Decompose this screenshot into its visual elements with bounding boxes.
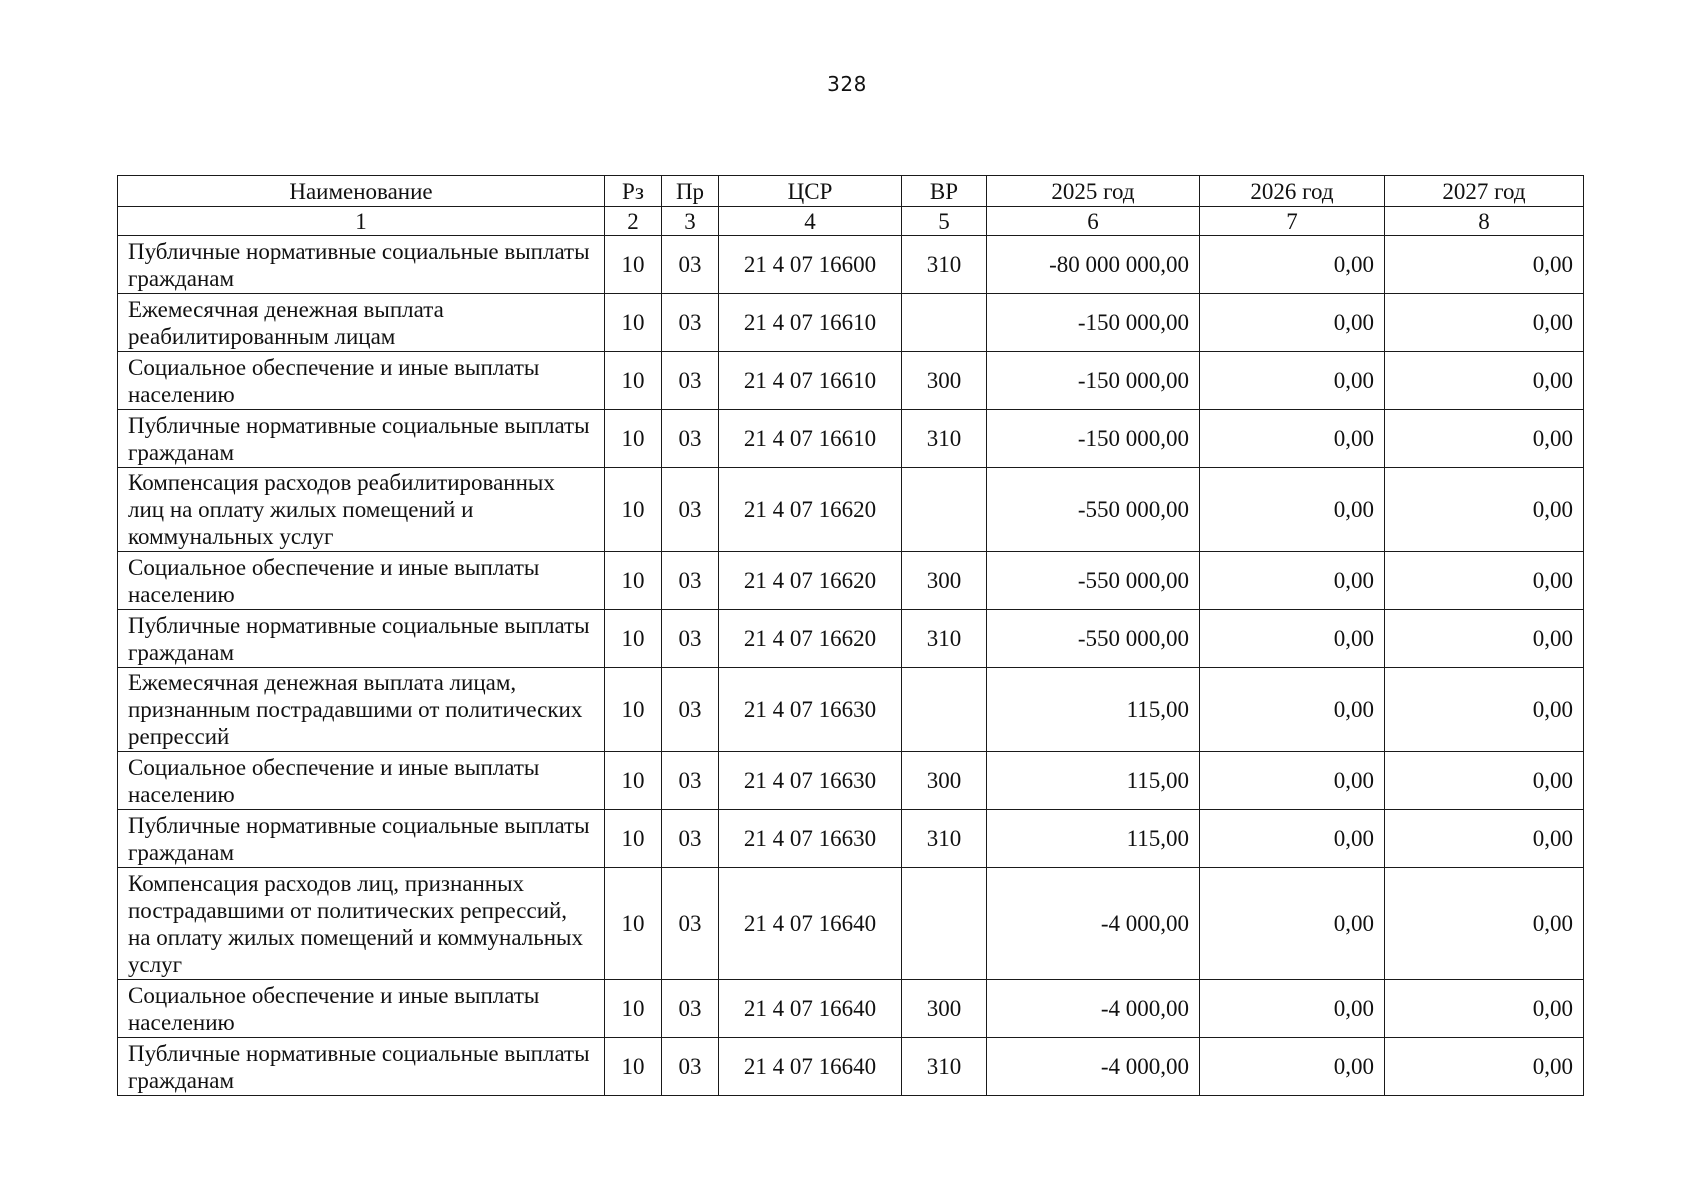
table-body (118, 236, 1584, 1096)
cell-csr: 21 4 07 16620 (719, 552, 902, 610)
cell-csr: 21 4 07 16600 (719, 236, 902, 294)
cell-2025: -550 000,00 (987, 610, 1200, 668)
cell-rz: 10 (605, 294, 662, 352)
cell-2025: 115,00 (987, 810, 1200, 868)
cell-pr: 03 (662, 752, 719, 810)
cell-2026: 0,00 (1200, 294, 1385, 352)
cell-csr: 21 4 07 16620 (719, 610, 902, 668)
cell-rz: 10 (605, 236, 662, 294)
cell-pr: 03 (662, 468, 719, 552)
cell-csr: 21 4 07 16630 (719, 668, 902, 752)
cell-vr: 310 (902, 610, 987, 668)
cell-rz: 10 (605, 668, 662, 752)
cell-pr: 03 (662, 668, 719, 752)
cell-2026: 0,00 (1200, 236, 1385, 294)
column-number: 8 (1385, 207, 1584, 236)
column-number: 5 (902, 207, 987, 236)
header-vr: ВР (902, 176, 987, 207)
cell-2027: 0,00 (1385, 668, 1584, 752)
cell-vr (902, 294, 987, 352)
cell-2027: 0,00 (1385, 980, 1584, 1038)
cell-csr: 21 4 07 16630 (719, 752, 902, 810)
cell-csr: 21 4 07 16610 (719, 352, 902, 410)
cell-vr: 300 (902, 752, 987, 810)
table-row (118, 868, 1584, 980)
cell-2025: -550 000,00 (987, 468, 1200, 552)
cell-name: Ежемесячная денежная выплата реабилитированным лицам (118, 294, 605, 352)
table-row (118, 668, 1584, 752)
page-number: 328 (827, 72, 867, 96)
cell-rz: 10 (605, 810, 662, 868)
cell-rz: 10 (605, 610, 662, 668)
table-row (118, 236, 1584, 294)
column-number: 6 (987, 207, 1200, 236)
cell-2027: 0,00 (1385, 868, 1584, 980)
cell-name: Социальное обеспечение и иные выплаты населению (118, 752, 605, 810)
cell-name: Публичные нормативные социальные выплаты гражданам (118, 810, 605, 868)
cell-2026: 0,00 (1200, 468, 1385, 552)
cell-pr: 03 (662, 552, 719, 610)
cell-2025: 115,00 (987, 668, 1200, 752)
cell-name: Компенсация расходов лиц, признанных пострадавшими от политических репрессий, на оплату жилых помещений и коммунальных услуг (118, 868, 605, 980)
cell-csr: 21 4 07 16640 (719, 1038, 902, 1096)
cell-csr: 21 4 07 16620 (719, 468, 902, 552)
cell-rz: 10 (605, 868, 662, 980)
cell-name: Публичные нормативные социальные выплаты гражданам (118, 236, 605, 294)
header-2027: 2027 год (1385, 176, 1584, 207)
cell-2025: -550 000,00 (987, 552, 1200, 610)
cell-2025: -4 000,00 (987, 980, 1200, 1038)
cell-rz: 10 (605, 752, 662, 810)
cell-pr: 03 (662, 410, 719, 468)
cell-vr (902, 668, 987, 752)
cell-name: Публичные нормативные социальные выплаты гражданам (118, 1038, 605, 1096)
header-csr: ЦСР (719, 176, 902, 207)
cell-vr: 310 (902, 236, 987, 294)
cell-vr: 310 (902, 410, 987, 468)
cell-2026: 0,00 (1200, 868, 1385, 980)
cell-2026: 0,00 (1200, 410, 1385, 468)
cell-name: Социальное обеспечение и иные выплаты населению (118, 352, 605, 410)
cell-vr (902, 868, 987, 980)
cell-2026: 0,00 (1200, 668, 1385, 752)
cell-2025: -80 000 000,00 (987, 236, 1200, 294)
table-row (118, 810, 1584, 868)
cell-csr: 21 4 07 16610 (719, 294, 902, 352)
column-number: 1 (118, 207, 605, 236)
cell-2026: 0,00 (1200, 552, 1385, 610)
cell-name: Ежемесячная денежная выплата лицам, признанным пострадавшими от политических репрессий (118, 668, 605, 752)
cell-2027: 0,00 (1385, 410, 1584, 468)
cell-rz: 10 (605, 468, 662, 552)
header-2025: 2025 год (987, 176, 1200, 207)
table-row (118, 410, 1584, 468)
cell-2027: 0,00 (1385, 610, 1584, 668)
cell-rz: 10 (605, 352, 662, 410)
table-row (118, 980, 1584, 1038)
cell-csr: 21 4 07 16640 (719, 868, 902, 980)
cell-name: Публичные нормативные социальные выплаты гражданам (118, 610, 605, 668)
cell-2027: 0,00 (1385, 1038, 1584, 1096)
cell-vr: 310 (902, 1038, 987, 1096)
cell-vr (902, 468, 987, 552)
cell-name: Социальное обеспечение и иные выплаты населению (118, 552, 605, 610)
cell-2026: 0,00 (1200, 810, 1385, 868)
header-2026: 2026 год (1200, 176, 1385, 207)
header-row (118, 176, 1584, 207)
cell-rz: 10 (605, 1038, 662, 1096)
table-row (118, 752, 1584, 810)
cell-2027: 0,00 (1385, 810, 1584, 868)
cell-pr: 03 (662, 352, 719, 410)
cell-name: Публичные нормативные социальные выплаты гражданам (118, 410, 605, 468)
cell-pr: 03 (662, 294, 719, 352)
cell-2026: 0,00 (1200, 752, 1385, 810)
cell-2025: -150 000,00 (987, 410, 1200, 468)
cell-vr: 300 (902, 552, 987, 610)
cell-csr: 21 4 07 16630 (719, 810, 902, 868)
cell-2025: -4 000,00 (987, 868, 1200, 980)
cell-2025: -150 000,00 (987, 294, 1200, 352)
cell-pr: 03 (662, 980, 719, 1038)
cell-rz: 10 (605, 410, 662, 468)
header-name: Наименование (118, 176, 605, 207)
cell-2026: 0,00 (1200, 352, 1385, 410)
header-pr: Пр (662, 176, 719, 207)
cell-name: Компенсация расходов реабилитированных лиц на оплату жилых помещений и коммунальных услуг (118, 468, 605, 552)
cell-pr: 03 (662, 868, 719, 980)
column-number-row (118, 207, 1584, 236)
cell-2026: 0,00 (1200, 980, 1385, 1038)
budget-table (117, 175, 1584, 1096)
cell-rz: 10 (605, 552, 662, 610)
cell-pr: 03 (662, 236, 719, 294)
cell-csr: 21 4 07 16610 (719, 410, 902, 468)
cell-rz: 10 (605, 980, 662, 1038)
column-number: 4 (719, 207, 902, 236)
cell-2026: 0,00 (1200, 610, 1385, 668)
cell-2025: -150 000,00 (987, 352, 1200, 410)
table-row (118, 294, 1584, 352)
cell-vr: 310 (902, 810, 987, 868)
table-row (118, 610, 1584, 668)
cell-2025: -4 000,00 (987, 1038, 1200, 1096)
table-header (118, 176, 1584, 236)
table-row (118, 468, 1584, 552)
cell-2027: 0,00 (1385, 294, 1584, 352)
table-row (118, 352, 1584, 410)
table-row (118, 1038, 1584, 1096)
column-number: 3 (662, 207, 719, 236)
cell-vr: 300 (902, 352, 987, 410)
cell-pr: 03 (662, 1038, 719, 1096)
column-number: 2 (605, 207, 662, 236)
cell-pr: 03 (662, 810, 719, 868)
header-rz: Рз (605, 176, 662, 207)
cell-2026: 0,00 (1200, 1038, 1385, 1096)
table-row (118, 552, 1584, 610)
cell-pr: 03 (662, 610, 719, 668)
cell-2027: 0,00 (1385, 552, 1584, 610)
cell-2027: 0,00 (1385, 352, 1584, 410)
cell-name: Социальное обеспечение и иные выплаты населению (118, 980, 605, 1038)
cell-2027: 0,00 (1385, 468, 1584, 552)
cell-2025: 115,00 (987, 752, 1200, 810)
cell-2027: 0,00 (1385, 752, 1584, 810)
cell-csr: 21 4 07 16640 (719, 980, 902, 1038)
cell-2027: 0,00 (1385, 236, 1584, 294)
column-number: 7 (1200, 207, 1385, 236)
cell-vr: 300 (902, 980, 987, 1038)
